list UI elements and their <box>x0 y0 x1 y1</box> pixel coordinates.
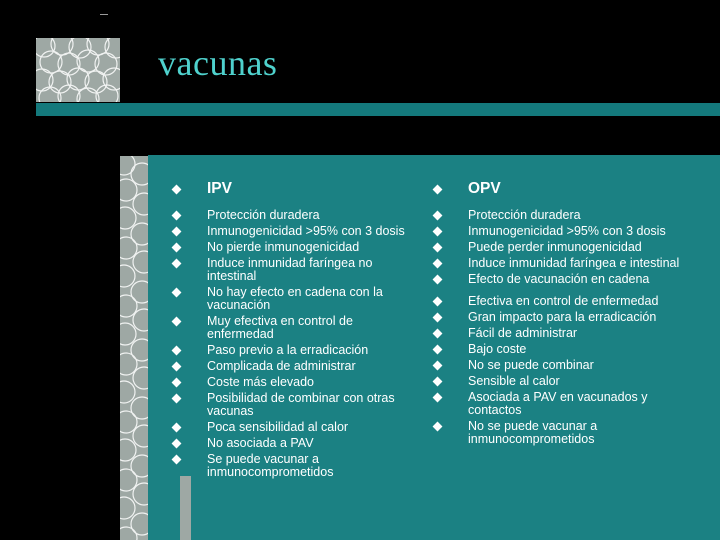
diamond-bullet-icon <box>172 243 182 253</box>
opv-header <box>433 181 693 197</box>
list-item: Se puede vacunar a inmunocomprometidos <box>172 453 432 479</box>
diamond-bullet-icon <box>433 361 443 371</box>
list-item: Fácil de administrar <box>433 327 693 340</box>
diamond-bullet-icon <box>172 346 182 356</box>
ipv-column <box>172 181 432 479</box>
list-item: Paso previo a la erradicación <box>172 344 432 357</box>
side-circle-pattern <box>120 156 148 540</box>
diamond-bullet-icon <box>172 185 182 195</box>
content-panel <box>148 155 720 540</box>
diamond-bullet-icon <box>433 329 443 339</box>
list-item: Posibilidad de combinar con otras vacunas <box>172 392 432 418</box>
slide-title: vacunas <box>158 43 278 83</box>
diamond-bullet-icon <box>433 211 443 221</box>
diamond-bullet-icon <box>433 259 443 269</box>
list-item: Gran impacto para la erradicación <box>433 311 693 324</box>
title-underline-bar <box>36 103 720 116</box>
list-item: No se puede combinar <box>433 359 693 372</box>
list-item: Complicada de administrar <box>172 360 432 373</box>
diamond-bullet-icon <box>433 227 443 237</box>
list-item: No se puede vacunar a inmunocomprometidos <box>433 420 693 446</box>
list-item: Induce inmunidad faríngea e intestinal <box>433 257 693 270</box>
diamond-bullet-icon <box>172 288 182 298</box>
list-item: Induce inmunidad faríngea no intestinal <box>172 257 432 283</box>
diamond-bullet-icon <box>433 297 443 307</box>
diamond-bullet-icon <box>172 227 182 237</box>
list-item: Inmunogenicidad >95% con 3 dosis <box>433 225 693 238</box>
diamond-bullet-icon <box>433 313 443 323</box>
diamond-bullet-icon <box>433 393 443 403</box>
title-circle-pattern <box>36 38 120 102</box>
list-item: Poca sensibilidad al calor <box>172 421 432 434</box>
diamond-bullet-icon <box>172 378 182 388</box>
list-item: Inmunogenicidad >95% con 3 dosis <box>172 225 432 238</box>
list-item: Asociada a PAV en vacunados y contactos <box>433 391 693 417</box>
list-item: Efecto de vacunación en cadena <box>433 273 693 286</box>
list-item: Efectiva en control de enfermedad <box>433 295 693 308</box>
diamond-bullet-icon <box>433 422 443 432</box>
ipv-header <box>172 181 432 197</box>
diamond-bullet-icon <box>172 362 182 372</box>
list-item: No asociada a PAV <box>172 437 432 450</box>
list-item: Sensible al calor <box>433 375 693 388</box>
opv-header-label: OPV <box>468 180 501 197</box>
list-item: Bajo coste <box>433 343 693 356</box>
diamond-bullet-icon <box>433 377 443 387</box>
diamond-bullet-icon <box>433 275 443 285</box>
list-item: Protección duradera <box>433 209 693 222</box>
diamond-bullet-icon <box>172 394 182 404</box>
list-item: Muy efectiva en control de enfermedad <box>172 315 432 341</box>
diamond-bullet-icon <box>172 211 182 221</box>
list-item: No hay efecto en cadena con la vacunación <box>172 286 432 312</box>
opv-column <box>433 181 693 446</box>
list-item: Puede perder inmunogenicidad <box>433 241 693 254</box>
diamond-bullet-icon <box>433 185 443 195</box>
diamond-bullet-icon <box>172 423 182 433</box>
diamond-bullet-icon <box>172 439 182 449</box>
diamond-bullet-icon <box>433 243 443 253</box>
diamond-bullet-icon <box>433 345 443 355</box>
list-item: Protección duradera <box>172 209 432 222</box>
diamond-bullet-icon <box>172 455 182 465</box>
diamond-bullet-icon <box>172 259 182 269</box>
list-item: Coste más elevado <box>172 376 432 389</box>
bottom-pattern-stripe <box>180 476 191 540</box>
diamond-bullet-icon <box>172 317 182 327</box>
ipv-header-label: IPV <box>207 180 232 197</box>
list-item: No pierde inmunogenicidad <box>172 241 432 254</box>
corner-mark <box>100 14 108 15</box>
